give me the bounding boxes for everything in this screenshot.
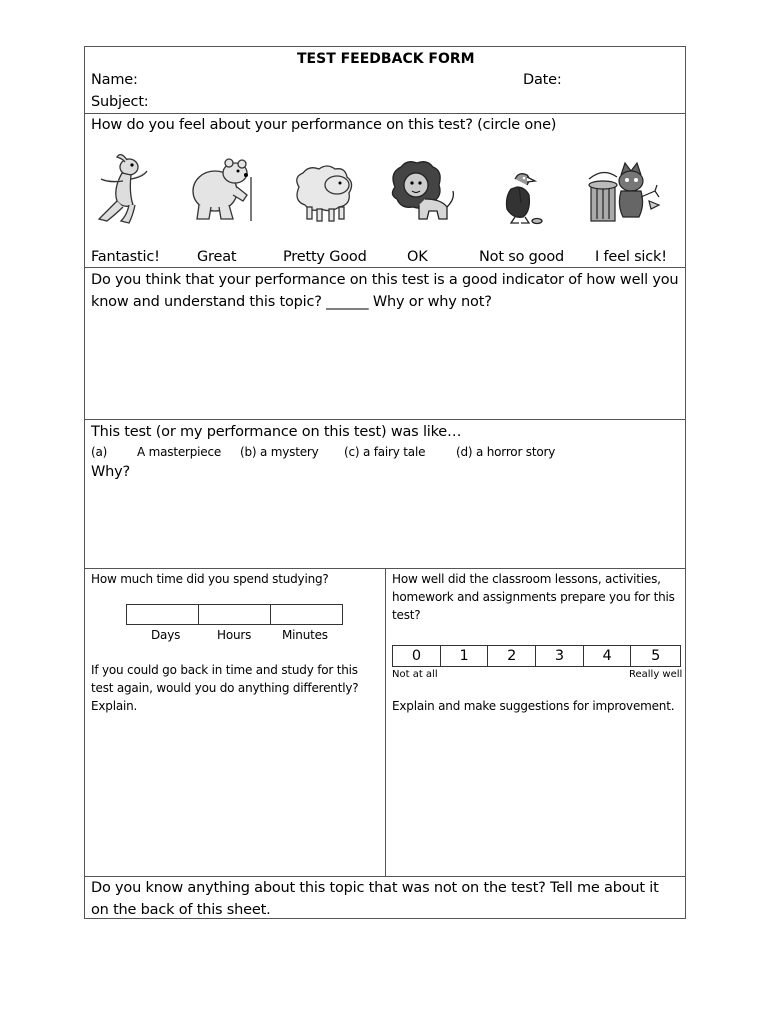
option-masterpiece[interactable]: A masterpiece <box>137 445 222 459</box>
name-label: Name: <box>91 72 138 88</box>
scale-high-label: Really well <box>629 669 683 680</box>
option-horror-story[interactable]: (d) a horror story <box>456 445 556 459</box>
study-differently-line1: If you could go back in time and study for this <box>91 663 358 677</box>
days-label: Days <box>151 628 181 642</box>
scale-low-label: Not at all <box>392 669 438 680</box>
performance-question: How do you feel about your performance on this test? (circle one) <box>91 117 557 133</box>
rabbit-icon <box>93 153 153 225</box>
indicator-question-line1: Do you think that your performance on this test is a good indicator of how well you <box>91 272 679 288</box>
rating-scale <box>392 645 681 667</box>
study-time-boxes <box>126 604 343 625</box>
indicator-question-line2: know and understand this topic? ______ Why or why not? <box>91 294 492 310</box>
option-not-so-good[interactable]: Not so good <box>479 249 564 265</box>
rating-1[interactable]: 1 <box>441 646 489 666</box>
explain-improvement: Explain and make suggestions for improvement. <box>392 699 675 713</box>
feedback-form <box>84 46 686 919</box>
date-label: Date: <box>523 72 562 88</box>
rating-5[interactable]: 5 <box>651 648 661 664</box>
preparation-question-line1: How well did the classroom lessons, activities, <box>392 572 661 586</box>
option-great[interactable]: Great <box>197 249 237 265</box>
study-differently-line2: test again, would you do anything differently? <box>91 681 359 695</box>
rating-3[interactable]: 3 <box>536 646 584 666</box>
form-title: TEST FEEDBACK FORM <box>297 51 475 67</box>
vulture-icon <box>497 169 547 227</box>
why-label: Why? <box>91 464 131 480</box>
rating-0[interactable]: 0 <box>393 646 441 666</box>
option-a-label[interactable]: (a) <box>91 445 108 459</box>
option-ok[interactable]: OK <box>407 249 428 265</box>
extra-knowledge-line1: Do you know anything about this topic that was not on the test? Tell me about it <box>91 880 659 896</box>
minutes-box[interactable] <box>271 605 342 624</box>
option-i-feel-sick[interactable]: I feel sick! <box>595 249 667 265</box>
cat-trashcan-icon <box>585 161 667 227</box>
sheep-icon <box>287 161 359 225</box>
option-fantastic[interactable]: Fantastic! <box>91 249 160 265</box>
study-differently-line3: Explain. <box>91 699 138 713</box>
test-was-like-question: This test (or my performance on this test) was like… <box>91 424 462 440</box>
option-mystery[interactable]: (b) a mystery <box>240 445 319 459</box>
option-fairy-tale[interactable]: (c) a fairy tale <box>344 445 426 459</box>
hours-box[interactable] <box>199 605 270 624</box>
option-pretty-good[interactable]: Pretty Good <box>283 249 367 265</box>
subject-label: Subject: <box>91 94 149 110</box>
preparation-question-line2: homework and assignments prepare you for this <box>392 590 675 604</box>
preparation-question-line3: test? <box>392 608 421 622</box>
rating-2[interactable]: 2 <box>488 646 536 666</box>
minutes-label: Minutes <box>282 628 328 642</box>
bear-icon <box>185 157 257 225</box>
hours-label: Hours <box>217 628 252 642</box>
lion-icon <box>385 159 457 225</box>
extra-knowledge-line2: on the back of this sheet. <box>91 902 271 918</box>
days-box[interactable] <box>127 605 199 624</box>
rating-4[interactable]: 4 <box>584 646 632 666</box>
study-time-question: How much time did you spend studying? <box>91 572 329 586</box>
